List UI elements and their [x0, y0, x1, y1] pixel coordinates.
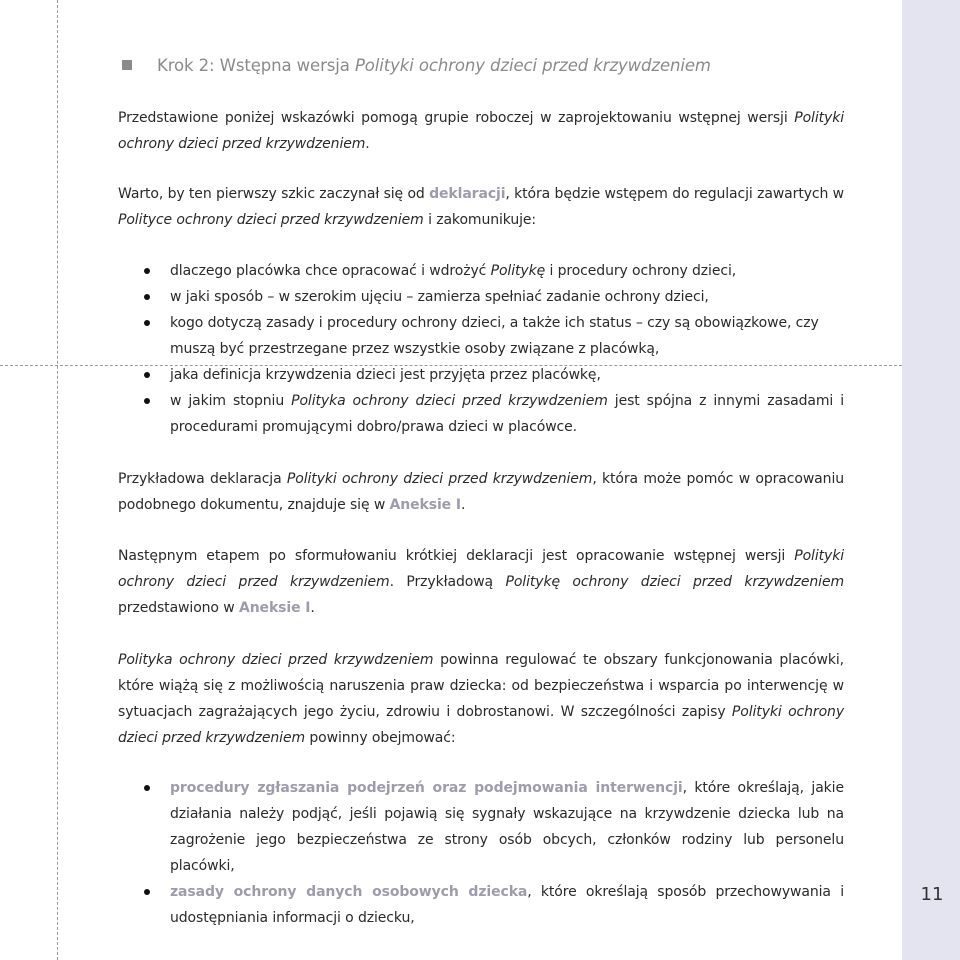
- declaration-list: [118, 258, 844, 440]
- list-item: zasady ochrony danych osobowych dziecka, które określają sposób przechowywania i udostępniania informacji o dziecku,: [118, 879, 844, 931]
- margin-sidebar: [902, 0, 960, 960]
- list-item: procedury zgłaszania podejrzeń oraz podejmowania interwencji, które określają, jakie działania należy podjąć, jeśli pojawią się sygnały wskazujące na krzywdzenie dziecka lub na zagrożenie jego bezpieczeństwa ze strony osób obcych, członków rodziny lub personelu placówki,: [118, 775, 844, 879]
- paragraph-intro: Przedstawione poniżej wskazówki pomogą grupie roboczej w zaprojektowaniu wstępnej wersji Polityki ochrony dzieci przed krzywdzeniem.: [118, 110, 844, 152]
- list-item: w jakim stopniu Polityka ochrony dzieci przed krzywdzeniem jest spójna z innymi zasadami i procedurami promującymi dobro/prawa dzieci w placówce.: [118, 388, 844, 440]
- annex-link: Aneksie I: [389, 497, 461, 513]
- highlight-term: zasady ochrony danych osobowych dziecka: [170, 884, 528, 900]
- list-item: kogo dotyczą zasady i procedury ochrony dzieci, a także ich status – czy są obowiązkowe, czy muszą być przestrzegane przez wszystkie osoby związane z placówką,: [118, 310, 844, 362]
- paragraph-declaration: Warto, by ten pierwszy szkic zaczynał się od deklaracji, która będzie wstępem do regulacji zawartych w Polityce ochrony dzieci przed krzywdzeniem i zakomunikuje:: [118, 186, 844, 228]
- paragraph-example: Przykładowa deklaracja Polityki ochrony dzieci przed krzywdzeniem, która może pomóc w opracowaniu podobnego dokumentu, znajduje się w Aneksie I.: [118, 471, 845, 513]
- paragraph-policy-scope: Polityka ochrony dzieci przed krzywdzeniem powinna regulować te obszary funkcjonowania placówki, które wiążą się z możliwością naruszenia praw dziecka: od bezpieczeństwa i wsparcia po interwencję w sytuacjach zagrażających jego życiu, zdrowiu i dobrostanowi. W szczególności zapisy Polityki ochrony dzieci przed krzywdzeniem powinny obejmować:: [118, 652, 845, 746]
- highlight-term: procedury zgłaszania podejrzeń oraz podejmowania interwencji: [170, 780, 683, 796]
- square-bullet-icon: [122, 60, 132, 70]
- policy-contents-list: [118, 775, 844, 931]
- crop-guide-vertical: [57, 0, 58, 960]
- list-item: jaka definicja krzywdzenia dzieci jest przyjęta przez placówkę,: [118, 362, 844, 388]
- heading-italic: Polityki ochrony dzieci przed krzywdzeniem: [354, 56, 711, 75]
- heading-text: Krok 2: Wstępna wersja: [157, 56, 355, 75]
- highlight-term: deklaracji: [429, 186, 506, 202]
- page-number: 11: [920, 884, 944, 905]
- list-item: dlaczego placówka chce opracować i wdrożyć Politykę i procedury ochrony dzieci,: [118, 258, 844, 284]
- list-item: w jaki sposób – w szerokim ujęciu – zamierza spełniać zadanie ochrony dzieci,: [118, 284, 844, 310]
- annex-link: Aneksie I: [238, 600, 311, 616]
- paragraph-next-step: Następnym etapem po sformułowaniu krótkiej deklaracji jest opracowanie wstępnej wersji Polityki ochrony dzieci przed krzywdzeniem. Przykładową Politykę ochrony dzieci przed krzywdzeniem przedstawiono w Aneksie I.: [118, 548, 845, 616]
